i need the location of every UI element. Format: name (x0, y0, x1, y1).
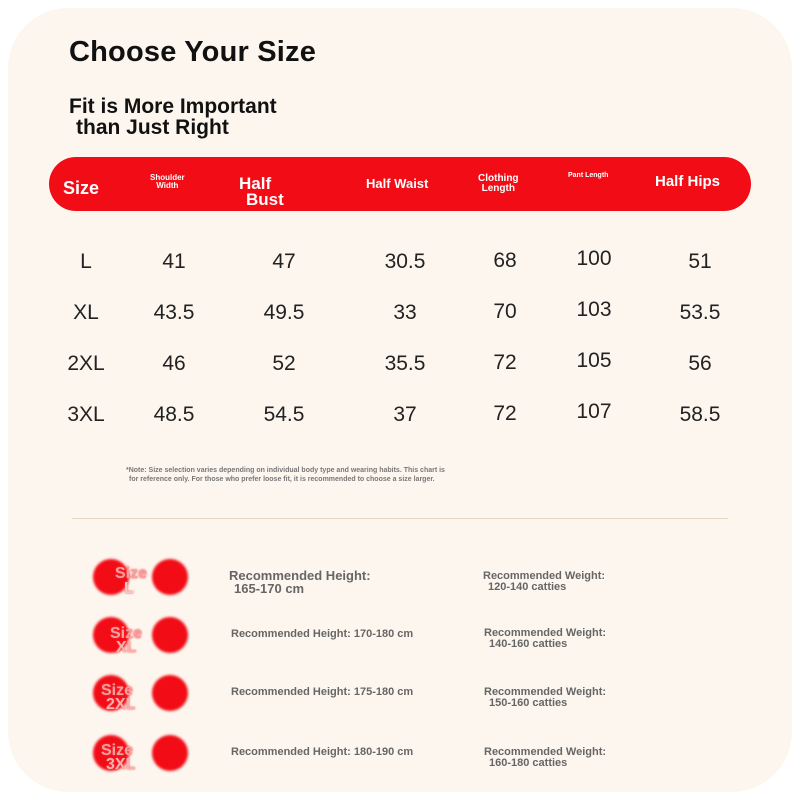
cell-shoulder: 41 (162, 250, 186, 273)
cell-clothing-length: 70 (493, 300, 517, 323)
section-divider (72, 518, 728, 519)
weight-label: Recommended Weight: (484, 686, 607, 698)
weight-value: 150-160 catties (489, 697, 568, 709)
header-half-waist: Half Waist (366, 176, 429, 191)
header-shoulder-width (150, 174, 185, 190)
cell-bust: 47 (272, 250, 296, 273)
weight-value: 140-160 catties (489, 638, 568, 650)
note-line-2: for reference only. For those who prefer loose fit, it is recommended to choose a size larger. (129, 476, 435, 483)
note-line-1: *Note: Size selection varies depending on individual body type and wearing habits. This chart is (126, 467, 445, 474)
page-title: Choose Your Size (69, 36, 317, 68)
cell-bust: 54.5 (263, 403, 305, 426)
header-bust-line-1: Half (239, 174, 272, 193)
header-shoulder-line-2: Width (156, 181, 179, 190)
header-clothing-line-2: Length (481, 183, 515, 194)
size-badge-code: 3XL (106, 756, 136, 773)
size-badge (93, 617, 188, 656)
header-shoulder-line-1: Shoulder (150, 173, 185, 182)
recommended-weight (484, 747, 606, 769)
header-clothing-length (478, 174, 519, 194)
cell-shoulder: 48.5 (153, 403, 195, 426)
height-label: Recommended Height: (229, 568, 371, 583)
header-bust-line-2: Bust (246, 190, 284, 209)
recommended-weight (484, 687, 606, 709)
header-pant-length: Pant Length (568, 172, 609, 179)
cell-hips: 58.5 (679, 403, 721, 426)
size-badge-code: L (124, 580, 134, 597)
header-half-bust (239, 176, 284, 208)
size-badge-word: Size (101, 682, 134, 699)
recommended-weight (484, 628, 606, 650)
subtitle-line-2: than Just Right (76, 116, 229, 139)
recommended-height (229, 569, 371, 595)
cell-size: XL (73, 301, 99, 324)
cell-shoulder: 46 (162, 352, 186, 375)
size-badge (93, 559, 188, 595)
size-badge-code: 2XL (106, 696, 136, 713)
cell-pant-length: 107 (576, 400, 612, 423)
size-badge-word: Size (110, 625, 143, 642)
cell-size: 3XL (67, 403, 105, 426)
subtitle-line-1: Fit is More Important (69, 95, 277, 118)
weight-label: Recommended Weight: (483, 570, 606, 582)
cell-pant-length: 100 (576, 247, 612, 270)
cell-waist: 33 (393, 301, 417, 324)
recommended-height: Recommended Height: 180-190 cm (231, 746, 414, 758)
recommended-height: Recommended Height: 170-180 cm (231, 628, 414, 640)
cell-shoulder: 43.5 (153, 301, 195, 324)
size-badge (93, 735, 188, 771)
cell-pant-length: 105 (576, 349, 612, 372)
cell-size: 2XL (67, 352, 105, 375)
cell-waist: 35.5 (384, 352, 426, 375)
weight-value: 120-140 catties (488, 581, 567, 593)
header-half-hips: Half Hips (655, 173, 721, 190)
cell-bust: 52 (272, 352, 296, 375)
header-size: Size (63, 178, 100, 198)
cell-pant-length: 103 (576, 298, 612, 321)
cell-waist: 37 (393, 403, 417, 426)
cell-clothing-length: 72 (493, 402, 517, 425)
recommended-weight (483, 571, 605, 593)
size-badge-word: Size (115, 565, 148, 582)
cell-hips: 56 (688, 352, 712, 375)
cell-hips: 51 (688, 250, 712, 273)
weight-label: Recommended Weight: (484, 627, 607, 639)
cell-hips: 53.5 (679, 301, 721, 324)
size-badge-word: Size (101, 742, 134, 759)
page-subtitle (69, 96, 277, 138)
cell-bust: 49.5 (263, 301, 305, 324)
recommended-height: Recommended Height: 175-180 cm (231, 686, 414, 698)
size-badge-code: XL (116, 639, 137, 656)
cell-clothing-length: 72 (493, 351, 517, 374)
cell-clothing-length: 68 (493, 249, 517, 272)
header-clothing-line-1: Clothing (478, 173, 519, 184)
height-value: 165-170 cm (234, 581, 305, 596)
size-note (126, 466, 556, 484)
weight-label: Recommended Weight: (484, 746, 607, 758)
cell-size: L (80, 250, 92, 273)
cell-waist: 30.5 (384, 250, 426, 273)
size-badge (93, 675, 188, 711)
weight-value: 160-180 catties (489, 757, 568, 769)
